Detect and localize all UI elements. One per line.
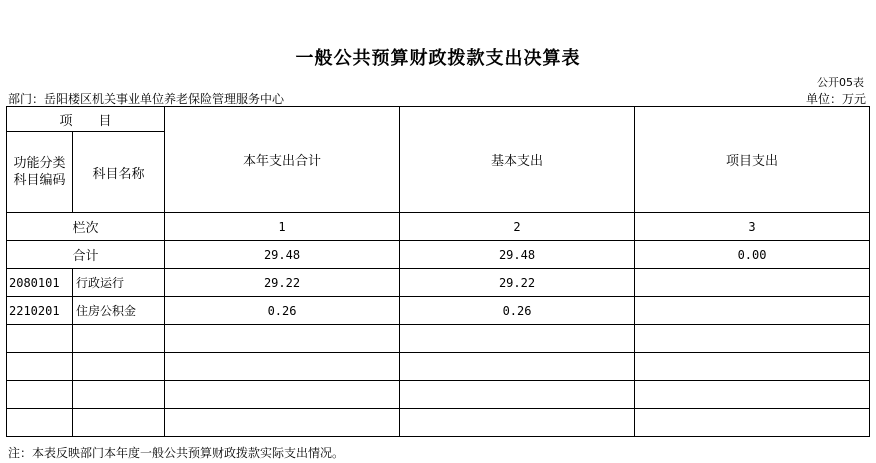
row-code	[7, 409, 73, 437]
header-basic: 基本支出	[400, 107, 635, 213]
table-row	[7, 297, 870, 325]
row-code: 2080101	[7, 269, 73, 297]
row-basic	[400, 353, 635, 381]
column-number-label: 栏次	[7, 213, 165, 241]
row-total	[165, 409, 400, 437]
row-total: 0.26	[165, 297, 400, 325]
total-project: 0.00	[635, 241, 870, 269]
row-project	[635, 381, 870, 409]
header-project: 项目支出	[635, 107, 870, 213]
row-code	[7, 325, 73, 353]
header-total: 本年支出合计	[165, 107, 400, 213]
column-number-2: 2	[400, 213, 635, 241]
row-name	[73, 353, 165, 381]
total-basic: 29.48	[400, 241, 635, 269]
row-basic	[400, 325, 635, 353]
expenditure-table	[6, 106, 870, 437]
row-total	[165, 325, 400, 353]
row-project	[635, 325, 870, 353]
row-code	[7, 381, 73, 409]
table-row	[7, 325, 870, 353]
total-label: 合计	[7, 241, 165, 269]
row-name: 住房公积金	[73, 297, 165, 325]
row-basic	[400, 409, 635, 437]
row-total: 29.22	[165, 269, 400, 297]
row-name: 行政运行	[73, 269, 165, 297]
row-project	[635, 297, 870, 325]
row-code: 2210201	[7, 297, 73, 325]
header-func-code: 功能分类科目编码	[7, 132, 73, 213]
table-row	[7, 381, 870, 409]
total-amount: 29.48	[165, 241, 400, 269]
column-number-3: 3	[635, 213, 870, 241]
unit-label: 单位：万元	[805, 92, 866, 106]
header-row-top	[7, 107, 870, 132]
column-number-row	[7, 213, 870, 241]
total-row	[7, 241, 870, 269]
row-project	[635, 409, 870, 437]
footnote: 注：本表反映部门本年度一般公共预算财政拨款实际支出情况。	[8, 446, 345, 460]
column-number-1: 1	[165, 213, 400, 241]
row-basic: 0.26	[400, 297, 635, 325]
header-subject-name: 科目名称	[73, 132, 165, 213]
row-project	[635, 269, 870, 297]
row-project	[635, 353, 870, 381]
form-number: 公开05表	[817, 76, 864, 89]
table-row	[7, 269, 870, 297]
row-name	[73, 325, 165, 353]
row-name	[73, 381, 165, 409]
report-title: 一般公共预算财政拨款支出决算表	[295, 48, 581, 69]
row-basic: 29.22	[400, 269, 635, 297]
table-row	[7, 409, 870, 437]
department-label: 部门：岳阳楼区机关事业单位养老保险管理服务中心	[8, 92, 285, 106]
table-row	[7, 353, 870, 381]
header-item: 项 目	[7, 107, 165, 132]
row-basic	[400, 381, 635, 409]
row-total	[165, 381, 400, 409]
row-total	[165, 353, 400, 381]
row-name	[73, 409, 165, 437]
row-code	[7, 353, 73, 381]
